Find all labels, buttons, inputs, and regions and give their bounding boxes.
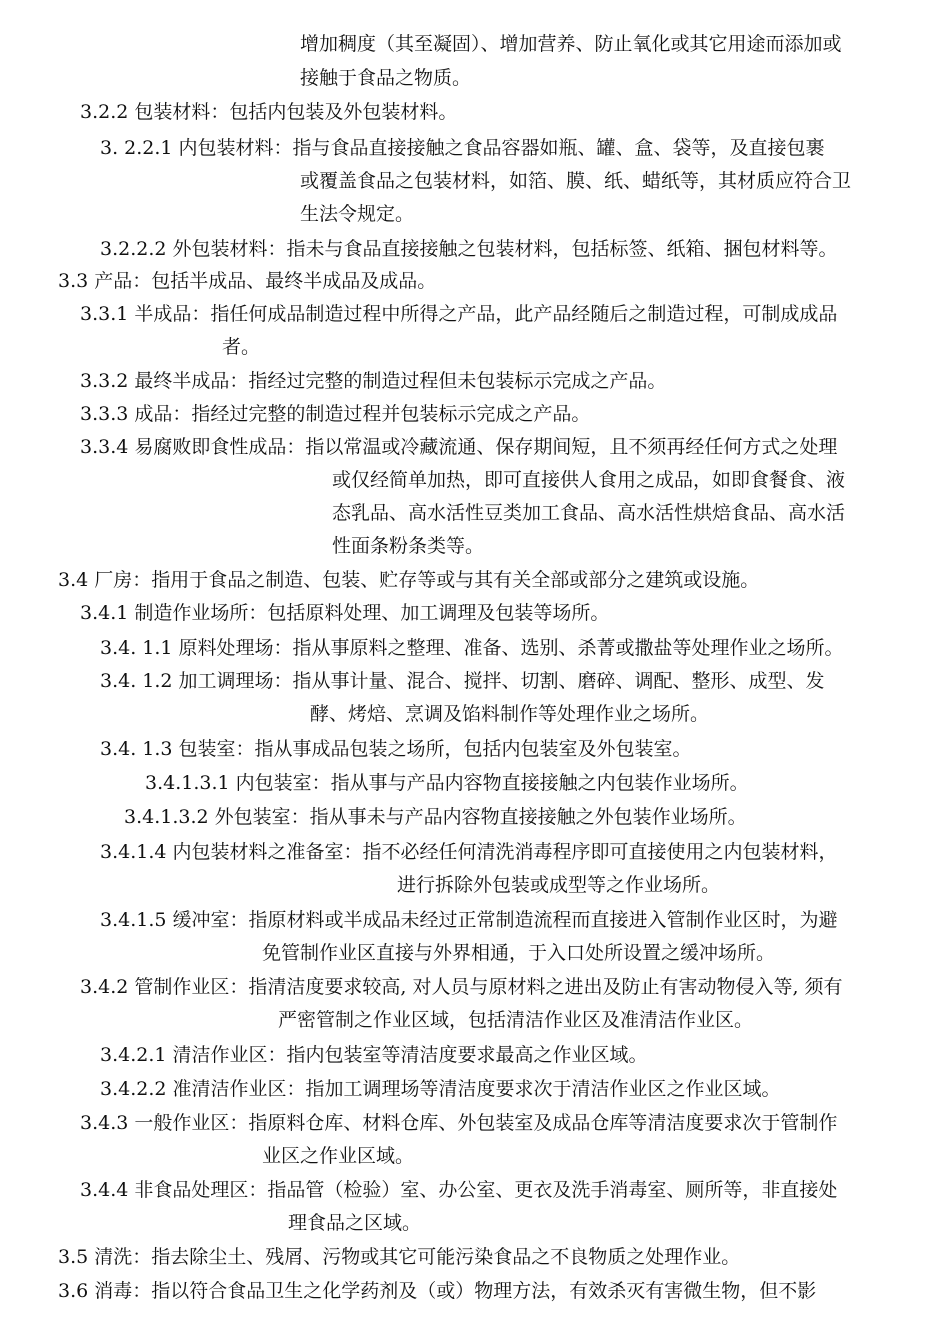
text-line: 态乳品、高水活性豆类加工食品、高水活性烘焙食品、高水活	[332, 502, 846, 524]
text-line: 者。	[222, 336, 261, 358]
text-line: 接触于食品之物质。	[300, 67, 472, 89]
text-line: 3.3.1 半成品：指任何成品制造过程中所得之产品，此产品经随后之制造过程，可制成成品	[80, 303, 838, 325]
text-line: 3.4.1 制造作业场所：包括原料处理、加工调理及包装等场所。	[80, 602, 610, 624]
text-line: 3.4.1.3.2 外包装室：指从事未与产品内容物直接接触之外包装作业场所。	[124, 806, 747, 828]
text-line: 3.4.1.3.1 内包装室：指从事与产品内容物直接接触之内包装作业场所。	[145, 772, 749, 794]
text-line: 3.4.2 管制作业区：指清洁度要求较高, 对人员与原材料之进出及防止有害动物侵入等, 须有	[80, 976, 843, 998]
text-line: 3.4.3 一般作业区：指原料仓库、材料仓库、外包装室及成品仓库等清洁度要求次于管制作	[80, 1112, 838, 1134]
text-line: 3.2.2 包装材料：包括内包装及外包装材料。	[80, 101, 458, 123]
text-line: 性面条粉条类等。	[332, 535, 485, 557]
text-line: 3.4 厂房：指用于食品之制造、包装、贮存等或与其有关全部或部分之建筑或设施。	[58, 569, 760, 591]
text-line: 3.4. 1.3 包装室：指从事成品包装之场所，包括内包装室及外包装室。	[100, 738, 692, 760]
text-line: 3.5 清洗：指去除尘土、残屑、污物或其它可能污染食品之不良物质之处理作业。	[58, 1246, 741, 1268]
text-line: 3.4.4 非食品处理区：指品管（检验）室、办公室、更衣及洗手消毒室、厕所等，非直接处	[80, 1179, 838, 1201]
text-line: 3.4. 1.2 加工调理场：指从事计量、混合、搅拌、切割、磨碎、调配、整形、成型、发	[100, 670, 825, 692]
text-line: 增加稠度（其至凝固）、增加营养、防止氧化或其它用途而添加或	[300, 33, 842, 55]
text-line: 严密管制之作业区域，包括清洁作业区及准清洁作业区。	[278, 1009, 754, 1031]
text-line: 酵、烤焙、烹调及馅料制作等处理作业之场所。	[310, 703, 710, 725]
text-line: 3.4.2.2 准清洁作业区：指加工调理场等清洁度要求次于清洁作业区之作业区域。	[100, 1078, 781, 1100]
text-line: 3.3.4 易腐败即食性成品：指以常温或冷藏流通、保存期间短，且不须再经任何方式之处理	[80, 436, 838, 458]
text-line: 3.2.2.2 外包装材料：指未与食品直接接触之包装材料，包括标签、纸箱、捆包材料等。	[100, 238, 838, 260]
text-line: 3.4.1.5 缓冲室：指原材料或半成品未经过正常制造流程而直接进入管制作业区时，为避	[100, 909, 838, 931]
text-line: 或仅经简单加热，即可直接供人食用之成品，如即食餐食、液	[332, 469, 846, 491]
text-line: 进行拆除外包装或成型等之作业场所。	[397, 874, 721, 896]
text-line: 免管制作业区直接与外界相通，于入口处所设置之缓冲场所。	[262, 942, 776, 964]
text-line: 3.4.2.1 清洁作业区：指内包装室等清洁度要求最高之作业区域。	[100, 1044, 648, 1066]
text-line: 或覆盖食品之包装材料，如箔、膜、纸、蜡纸等，其材质应符合卫	[300, 170, 852, 192]
text-line: 3.6 消毒：指以符合食品卫生之化学药剂及（或）物理方法，有效杀灭有害微生物，但不影	[58, 1280, 817, 1302]
text-line: 3.4. 1.1 原料处理场：指从事原料之整理、准备、选别、杀菁或撒盐等处理作业之场所。	[100, 637, 844, 659]
text-line: 生法令规定。	[300, 203, 415, 225]
text-line: 3. 2.2.1 内包装材料：指与食品直接接触之食品容器如瓶、罐、盒、袋等，及直接包裹	[100, 137, 825, 159]
text-line: 3.4.1.4 内包装材料之准备室：指不必经任何清洗消毒程序即可直接使用之内包装材料，	[100, 841, 838, 863]
text-line: 业区之作业区域。	[262, 1145, 415, 1167]
text-line: 理食品之区域。	[288, 1212, 422, 1234]
text-line: 3.3.2 最终半成品：指经过完整的制造过程但未包装标示完成之产品。	[80, 370, 667, 392]
text-line: 3.3 产品：包括半成品、最终半成品及成品。	[58, 270, 437, 292]
text-line: 3.3.3 成品：指经过完整的制造过程并包装标示完成之产品。	[80, 403, 591, 425]
